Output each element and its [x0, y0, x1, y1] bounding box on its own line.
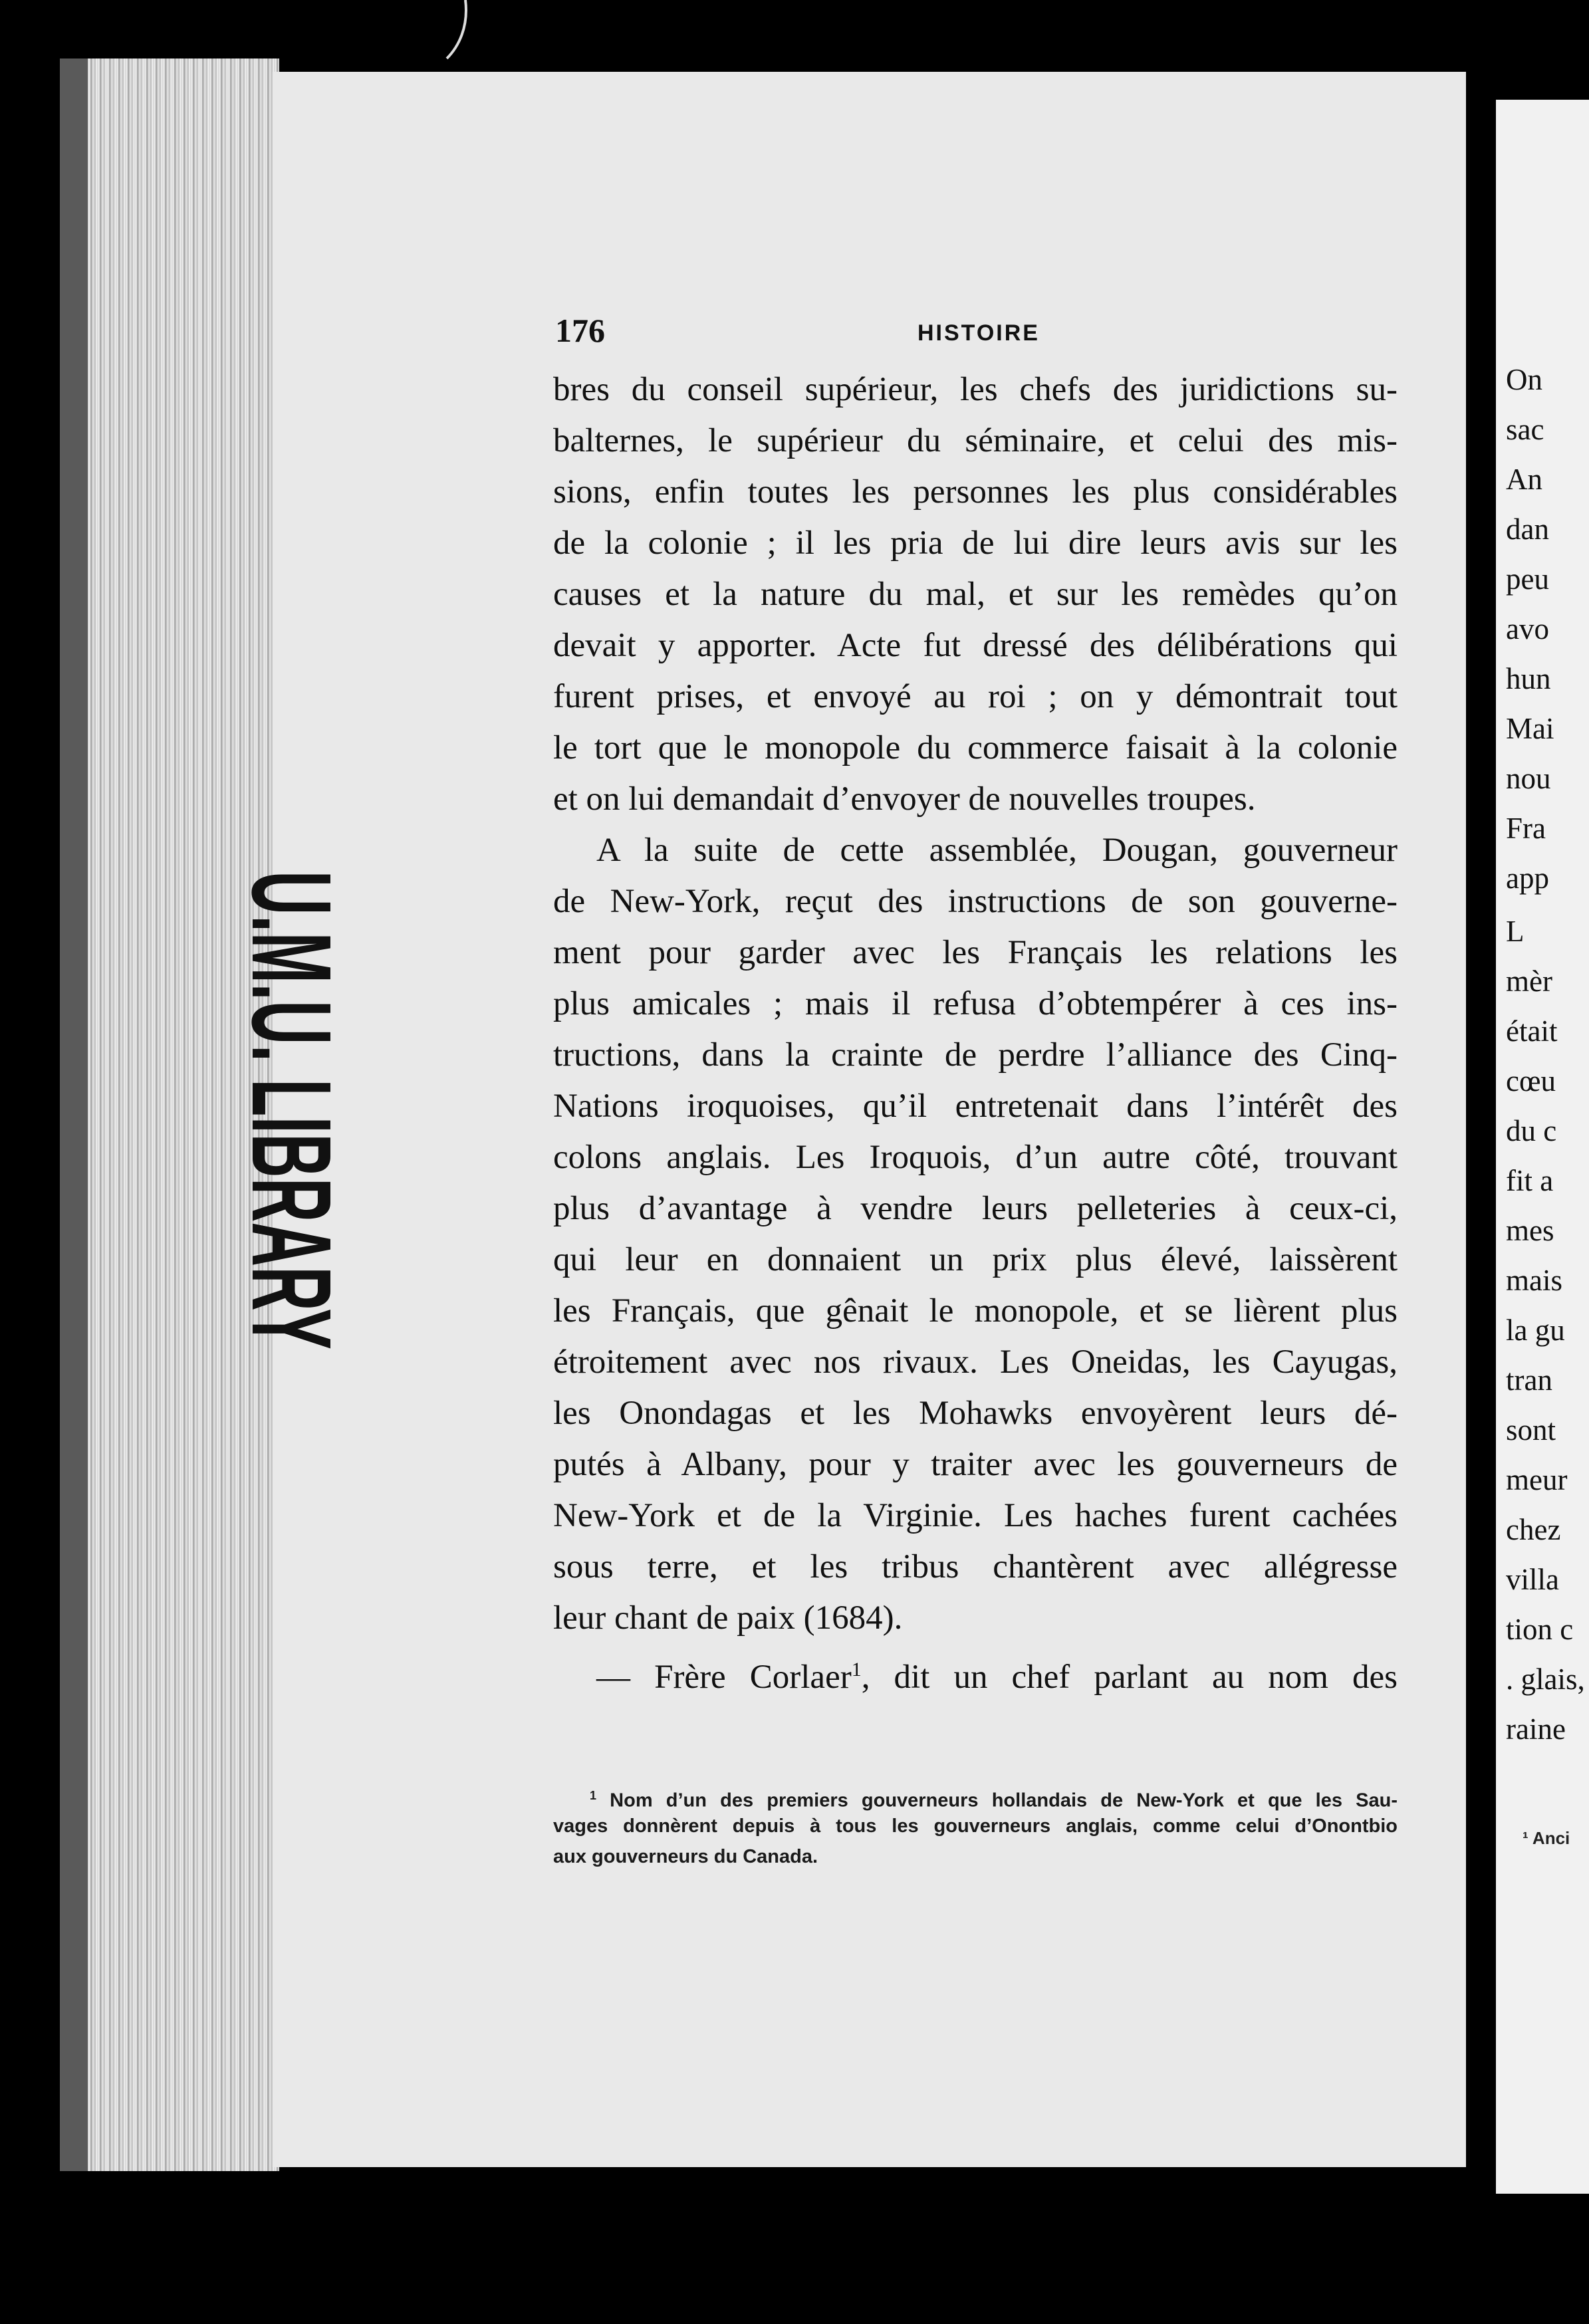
text-line: tructions, dans la crainte de perdre l’alliance des Cinq- — [553, 1036, 1398, 1074]
facing-page-line: peu — [1506, 562, 1549, 596]
facing-page-line: mes — [1506, 1214, 1554, 1247]
footnote — [553, 1780, 1398, 1872]
text-line: plus d’avantage à vendre leurs pelleteries à ceux-ci, — [553, 1190, 1398, 1227]
text-line: putés à Albany, pour y traiter avec les gouverneurs de — [553, 1446, 1398, 1483]
text-line: les Onondagas et les Mohawks envoyèrent leurs dé- — [553, 1395, 1398, 1432]
text-line: de New-York, reçut des instructions de son gouverne- — [553, 883, 1398, 920]
facing-page-line: dan — [1506, 513, 1549, 546]
text-line: causes et la nature du mal, et sur les remèdes qu’on — [553, 576, 1398, 613]
text-line: sous terre, et les tribus chantèrent avec allégresse — [553, 1548, 1398, 1585]
facing-page-line: fit a — [1506, 1164, 1554, 1197]
facing-page-line: meur — [1506, 1463, 1568, 1496]
footnote-line: vages donnèrent depuis à tous les gouverneurs anglais, comme celui d’Onontbio — [553, 1815, 1398, 1837]
facing-page-line: villa — [1506, 1563, 1559, 1596]
facing-page-line: raine — [1506, 1712, 1566, 1746]
text-line: les Français, que gênait le monopole, et se lièrent plus — [553, 1292, 1398, 1330]
text-line — [553, 1644, 1398, 1695]
page-spine-shadow — [60, 58, 88, 2171]
text-line: ment pour garder avec les Français les relations les — [553, 934, 1398, 971]
footnote-ref: 1 — [851, 1659, 862, 1681]
text-line: et on lui demandait d’envoyer de nouvelles troupes. — [553, 780, 1256, 818]
text-line: New-York et de la Virginie. Les haches furent cachées — [553, 1497, 1398, 1534]
text-line: sions, enfin toutes les personnes les plus considérables — [553, 473, 1398, 511]
text-line: plus amicales ; mais il refusa d’obtempérer à ces ins- — [553, 985, 1398, 1022]
running-title: HISTOIRE — [917, 320, 1040, 346]
text-line: Nations iroquoises, qu’il entretenait dans l’intérêt des — [553, 1088, 1398, 1125]
facing-page-line: cœu — [1506, 1064, 1556, 1098]
text-line: balternes, le supérieur du séminaire, et celui des mis- — [553, 422, 1398, 459]
text-line-start: — Frère Corlaer — [596, 1659, 852, 1696]
text-line: devait y apporter. Acte fut dressé des délibérations qui — [553, 627, 1398, 664]
facing-page-line: . glais, — [1506, 1663, 1585, 1696]
page-header — [555, 311, 1403, 358]
facing-page-line: Fra — [1506, 812, 1546, 845]
facing-page-line: chez — [1506, 1513, 1561, 1546]
text-line: A la suite de cette assemblée, Dougan, gouverneur — [596, 832, 1398, 869]
footnote-line — [553, 1780, 1398, 1811]
facing-page-line: était — [1506, 1014, 1558, 1048]
facing-page-line: mais — [1506, 1264, 1562, 1297]
facing-page-line: mèr — [1506, 965, 1552, 998]
text-line: qui leur en donnaient un prix plus élevé, laissèrent — [553, 1241, 1398, 1278]
facing-page-line: la gu — [1506, 1314, 1565, 1347]
facing-page-footnote: ¹ Anci — [1523, 1828, 1570, 1848]
facing-page-line: tion c — [1506, 1613, 1574, 1646]
text-line: furent prises, et envoyé au roi ; on y démontrait tout — [553, 678, 1398, 715]
facing-page-line: du c — [1506, 1114, 1557, 1147]
facing-page-line: sac — [1506, 413, 1544, 446]
facing-page-line: sont — [1506, 1413, 1556, 1447]
facing-page-line: tran — [1506, 1363, 1552, 1397]
facing-page-line: L — [1506, 915, 1525, 948]
facing-page-line: nou — [1506, 762, 1551, 795]
library-stamp-text: U.M.U. LIBRARY — [228, 871, 354, 1752]
text-line: bres du conseil supérieur, les chefs des juridictions su- — [553, 371, 1398, 408]
facing-page-line: hun — [1506, 662, 1551, 695]
footnote-text: Nom d’un des premiers gouverneurs hollandais de New-York et que les Sau- — [610, 1790, 1398, 1811]
footnote-marker: 1 — [590, 1789, 597, 1802]
library-stamp — [100, 858, 354, 1752]
facing-page-line: Mai — [1506, 712, 1554, 745]
footnote-line: aux gouverneurs du Canada. — [553, 1846, 818, 1867]
facing-page-line: On — [1506, 363, 1542, 396]
page-number: 176 — [555, 312, 605, 349]
text-line: le tort que le monopole du commerce faisait à la colonie — [553, 729, 1398, 766]
text-line: de la colonie ; il les pria de lui dire leurs avis sur les — [553, 524, 1398, 562]
facing-page-line: app — [1506, 862, 1549, 895]
text-line: leur chant de paix (1684). — [553, 1599, 903, 1637]
text-line: étroitement avec nos rivaux. Les Oneidas, les Cayugas, — [553, 1343, 1398, 1381]
text-line-end: , dit un chef parlant au nom des — [861, 1659, 1398, 1696]
facing-page-line: An — [1506, 463, 1542, 496]
facing-page-line: avo — [1506, 612, 1549, 645]
body-text — [553, 364, 1398, 1695]
text-line: colons anglais. Les Iroquois, d’un autre côté, trouvant — [553, 1139, 1398, 1176]
